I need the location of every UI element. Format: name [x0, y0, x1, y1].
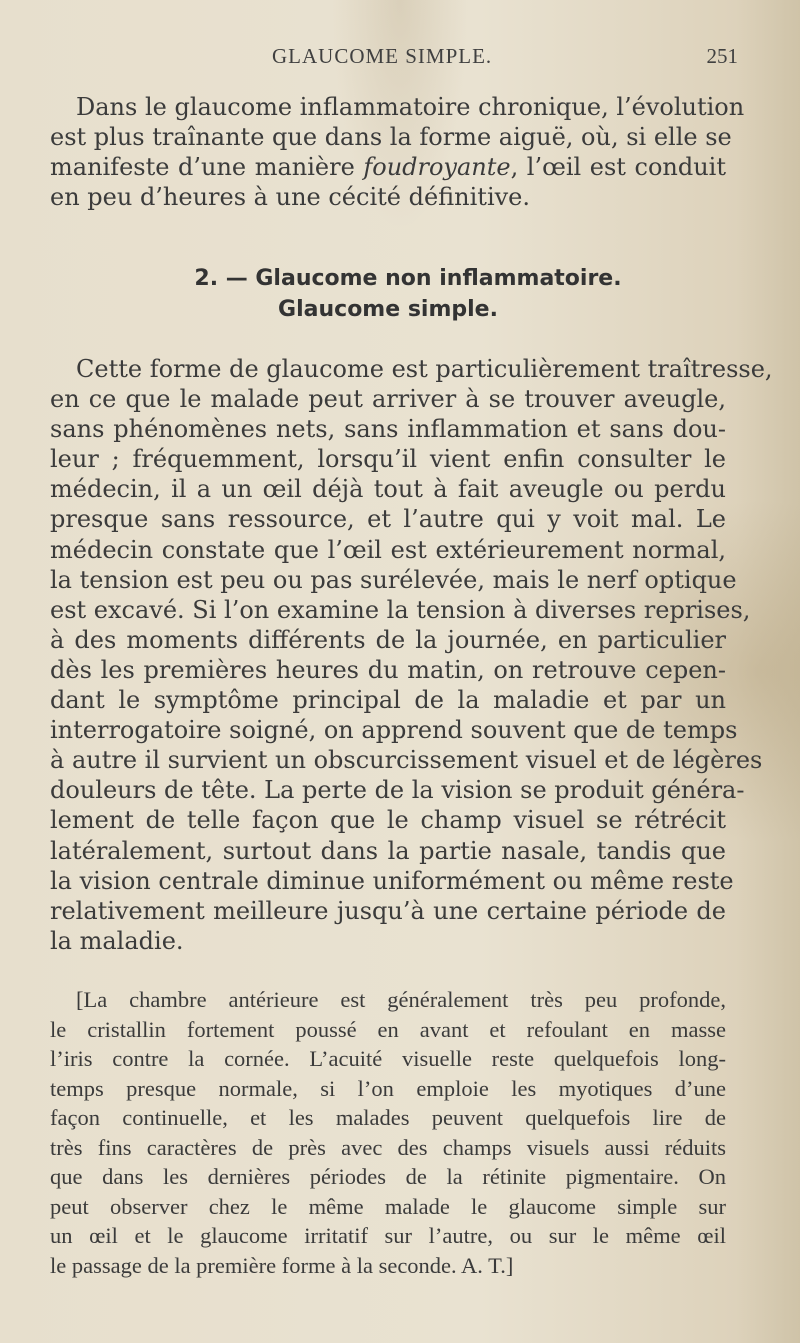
text-line: médecin, il a un œil déjà tout à fait aveugle ou perdu: [50, 475, 726, 504]
text-line: que dans les dernières périodes de la rétinite pigmentaire. On: [50, 1164, 726, 1189]
text-run: manifeste d’une manière: [50, 153, 364, 182]
text-line: à des moments différents de la journée, en particulier: [50, 625, 726, 654]
text-line: le cristallin fortement poussé en avant et refoulant en masse: [50, 1016, 726, 1042]
text-line: sans phénomènes nets, sans inflammation et sans dou-: [50, 415, 726, 444]
text-line: Dans le glaucome inflammatoire chronique, l’évolution: [76, 93, 745, 121]
running-head: [50, 44, 738, 74]
text-line: [La chambre antérieure est généralement très peu profonde,: [76, 987, 726, 1012]
text-line: à autre il survient un obscurcissement visuel et de légères: [50, 746, 763, 775]
text-line: interrogatoire soigné, on apprend souvent que de temps: [50, 716, 738, 745]
italic-term: foudroyante: [363, 153, 511, 182]
text-line: [50, 152, 726, 182]
text-line: latéralement, surtout dans la partie nasale, tandis que: [50, 836, 726, 865]
text-line: est excavé. Si l’on examine la tension à diverses reprises,: [50, 595, 751, 624]
text-line: dant le symptôme principal de la maladie et par un: [50, 686, 726, 715]
text-line: façon continuelle, et les malades peuvent quelquefois lire de: [50, 1105, 726, 1130]
text-line: le passage de la première forme à la seconde. A. T.]: [50, 1252, 514, 1278]
paragraph-simple-glaucoma: [50, 354, 773, 956]
text-line: lement de telle façon que le champ visuel se rétrécit: [50, 806, 726, 835]
text-line: l’iris contre la cornée. L’acuité visuelle reste quelquefois long-: [50, 1046, 726, 1071]
text-line: dès les premières heures du matin, on retrouve cepen-: [50, 655, 726, 684]
section-heading-line: 2. — Glaucome non inflammatoire.: [194, 266, 622, 291]
paragraph-translator-note: [50, 985, 726, 1280]
text-line: la tension est peu ou pas surélevée, mais le nerf optique: [50, 565, 737, 594]
text-run: , l’œil est conduit: [510, 153, 726, 182]
text-line: en peu d’heures à une cécité définitive.: [50, 183, 531, 212]
text-line: douleurs de tête. La perte de la vision se produit généra-: [50, 776, 745, 805]
text-line: peut observer chez le même malade le glaucome simple sur: [50, 1193, 726, 1219]
text-line: relativement meilleure jusqu’à une certaine période de: [50, 896, 726, 925]
section-heading: [50, 263, 726, 325]
text-line: presque sans ressource, et l’autre qui y voit mal. Le: [50, 505, 726, 534]
text-line: Cette forme de glaucome est particulièrement traîtresse,: [76, 355, 773, 383]
text-line: un œil et le glaucome irritatif sur l’autre, ou sur le même œil: [50, 1223, 726, 1248]
running-title: GLAUCOME SIMPLE.: [272, 44, 493, 68]
text-line: leur ; fréquemment, lorsqu’il vient enfin consulter le: [50, 445, 726, 474]
text-line: en ce que le malade peut arriver à se trouver aveugle,: [50, 385, 726, 414]
text-line: temps presque normale, si l’on emploie les myotiques d’une: [50, 1075, 726, 1101]
text-line: la vision centrale diminue uniformément ou même reste: [50, 866, 734, 895]
text-line: la maladie.: [50, 926, 184, 955]
paragraph-inflammatory-chronic: [50, 92, 745, 212]
page-number: 251: [706, 44, 738, 68]
section-heading-line: Glaucome simple.: [278, 297, 498, 322]
text-line: très fins caractères de près avec des champs visuels aussi réduits: [50, 1134, 726, 1160]
text-line: est plus traînante que dans la forme aiguë, où, si elle se: [50, 123, 732, 152]
text-line: médecin constate que l’œil est extérieurement normal,: [50, 535, 726, 564]
